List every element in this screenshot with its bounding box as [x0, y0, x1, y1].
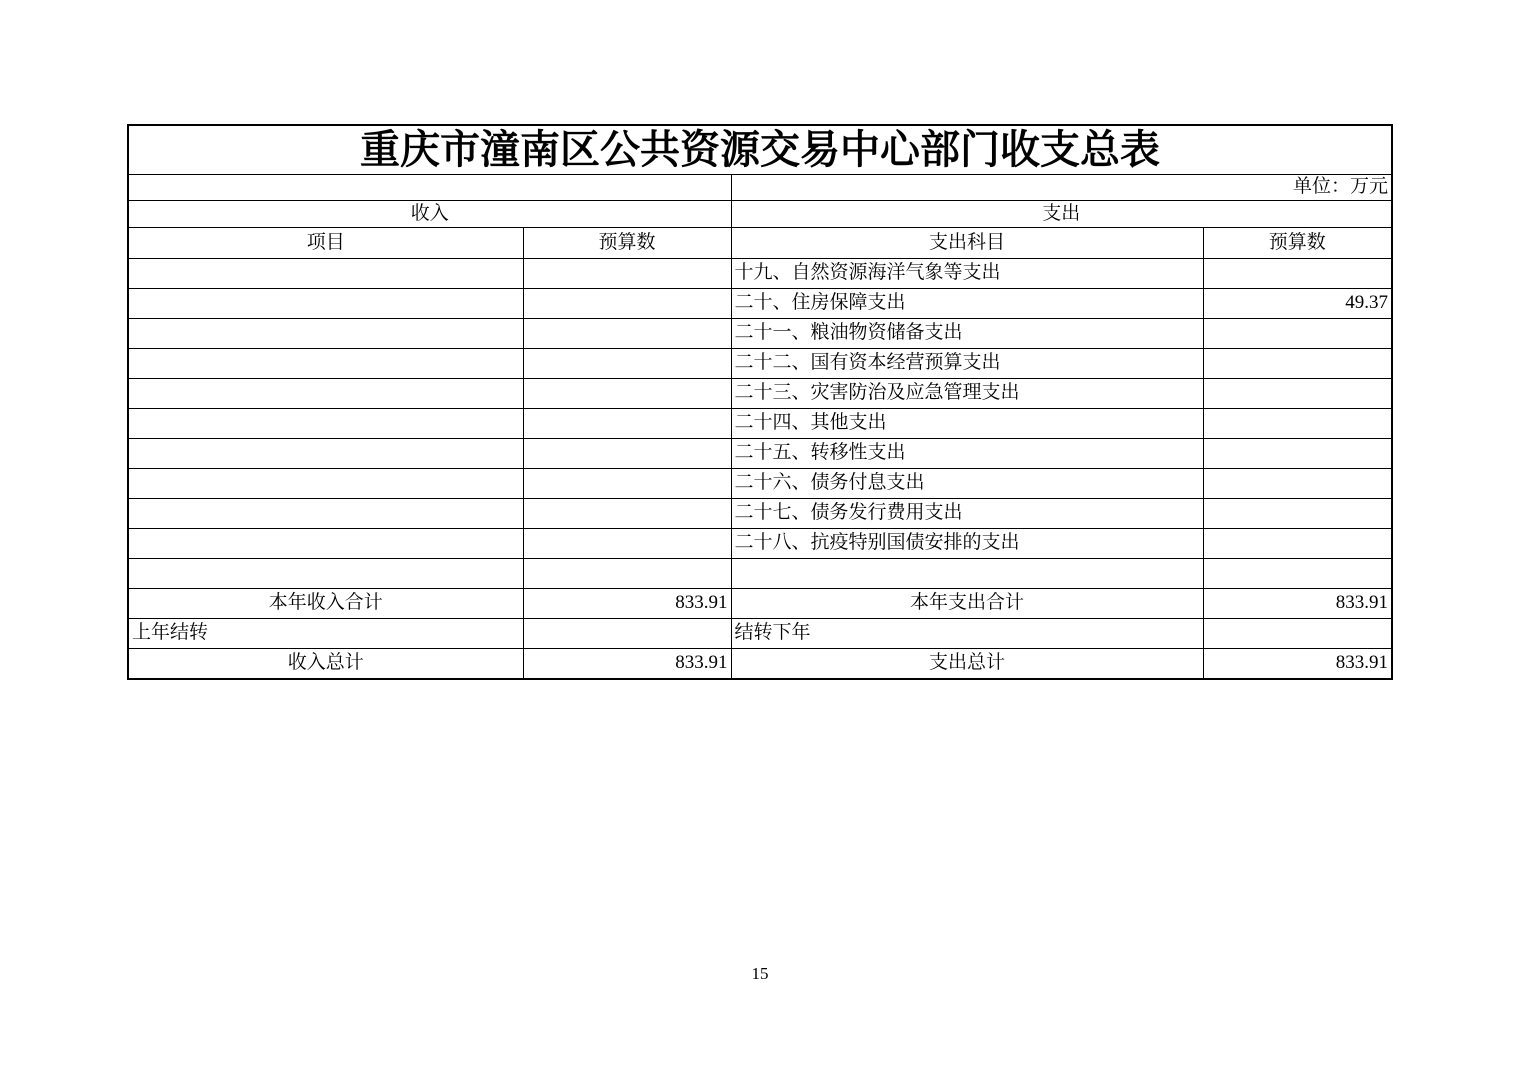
table-row — [128, 289, 1392, 319]
expense-subject-cell: 二十六、债务付息支出 — [731, 469, 1203, 499]
expense-subject-cell — [731, 559, 1203, 589]
expense-subject-cell: 二十二、国有资本经营预算支出 — [731, 349, 1203, 379]
table-row — [128, 349, 1392, 379]
total-expense-label: 支出总计 — [731, 649, 1203, 679]
column-header-income-item: 项目 — [128, 228, 523, 259]
page-number: 15 — [751, 964, 769, 983]
income-item-cell — [128, 469, 523, 499]
expense-budget-cell — [1203, 379, 1392, 409]
income-section-header: 收入 — [128, 201, 731, 228]
column-header-row — [128, 228, 1392, 259]
expense-subject-cell: 二十七、债务发行费用支出 — [731, 499, 1203, 529]
income-budget-cell — [523, 409, 731, 439]
income-budget-cell — [523, 289, 731, 319]
table-row — [128, 469, 1392, 499]
total-income-value: 833.91 — [523, 649, 731, 679]
page-title: 重庆市潼南区公共资源交易中心部门收支总表 — [128, 125, 1392, 175]
income-budget-cell — [523, 439, 731, 469]
title-row — [128, 125, 1392, 175]
table-row — [128, 559, 1392, 589]
expense-subject-cell: 二十四、其他支出 — [731, 409, 1203, 439]
column-header-expense-subject: 支出科目 — [731, 228, 1203, 259]
income-budget-cell — [523, 559, 731, 589]
income-item-cell — [128, 349, 523, 379]
expense-subject-cell: 二十一、粮油物资储备支出 — [731, 319, 1203, 349]
table-row — [128, 379, 1392, 409]
carryover-from-prev-label: 上年结转 — [128, 619, 523, 649]
total-expense-value: 833.91 — [1203, 649, 1392, 679]
carryover-from-prev-value — [523, 619, 731, 649]
expense-budget-cell — [1203, 469, 1392, 499]
annual-expense-total-value: 833.91 — [1203, 589, 1392, 619]
expense-budget-cell — [1203, 529, 1392, 559]
annual-total-row — [128, 589, 1392, 619]
table-row — [128, 319, 1392, 349]
income-budget-cell — [523, 259, 731, 289]
expense-subject-cell: 十九、自然资源海洋气象等支出 — [731, 259, 1203, 289]
income-budget-cell — [523, 319, 731, 349]
carryover-to-next-label: 结转下年 — [731, 619, 1203, 649]
carryover-row — [128, 619, 1392, 649]
income-item-cell — [128, 289, 523, 319]
income-item-cell — [128, 379, 523, 409]
expense-budget-cell — [1203, 409, 1392, 439]
expense-budget-cell — [1203, 319, 1392, 349]
expense-subject-cell: 二十三、灾害防治及应急管理支出 — [731, 379, 1203, 409]
expense-section-header: 支出 — [731, 201, 1392, 228]
column-header-expense-budget: 预算数 — [1203, 228, 1392, 259]
grand-total-row — [128, 649, 1392, 679]
unit-row-blank-cell — [128, 175, 731, 201]
expense-budget-cell: 49.37 — [1203, 289, 1392, 319]
table-row — [128, 439, 1392, 469]
income-item-cell — [128, 529, 523, 559]
table-row — [128, 259, 1392, 289]
unit-row — [128, 175, 1392, 201]
income-budget-cell — [523, 499, 731, 529]
table-row — [128, 409, 1392, 439]
annual-income-total-label: 本年收入合计 — [128, 589, 523, 619]
income-budget-cell — [523, 469, 731, 499]
income-item-cell — [128, 439, 523, 469]
income-item-cell — [128, 319, 523, 349]
table-row — [128, 529, 1392, 559]
income-budget-cell — [523, 529, 731, 559]
expense-budget-cell — [1203, 499, 1392, 529]
expense-budget-cell — [1203, 349, 1392, 379]
expense-subject-cell: 二十五、转移性支出 — [731, 439, 1203, 469]
expense-budget-cell — [1203, 439, 1392, 469]
unit-label: 单位：万元 — [731, 175, 1392, 201]
income-budget-cell — [523, 379, 731, 409]
expense-subject-cell: 二十八、抗疫特别国债安排的支出 — [731, 529, 1203, 559]
annual-expense-total-label: 本年支出合计 — [731, 589, 1203, 619]
carryover-to-next-value — [1203, 619, 1392, 649]
budget-summary-table — [127, 124, 1393, 680]
income-budget-cell — [523, 349, 731, 379]
expense-budget-cell — [1203, 559, 1392, 589]
income-item-cell — [128, 499, 523, 529]
expense-subject-cell: 二十、住房保障支出 — [731, 289, 1203, 319]
column-header-income-budget: 预算数 — [523, 228, 731, 259]
income-item-cell — [128, 409, 523, 439]
expense-budget-cell — [1203, 259, 1392, 289]
budget-sheet — [127, 124, 1391, 680]
section-header-row — [128, 201, 1392, 228]
table-row — [128, 499, 1392, 529]
total-income-label: 收入总计 — [128, 649, 523, 679]
annual-income-total-value: 833.91 — [523, 589, 731, 619]
income-item-cell — [128, 259, 523, 289]
income-item-cell — [128, 559, 523, 589]
